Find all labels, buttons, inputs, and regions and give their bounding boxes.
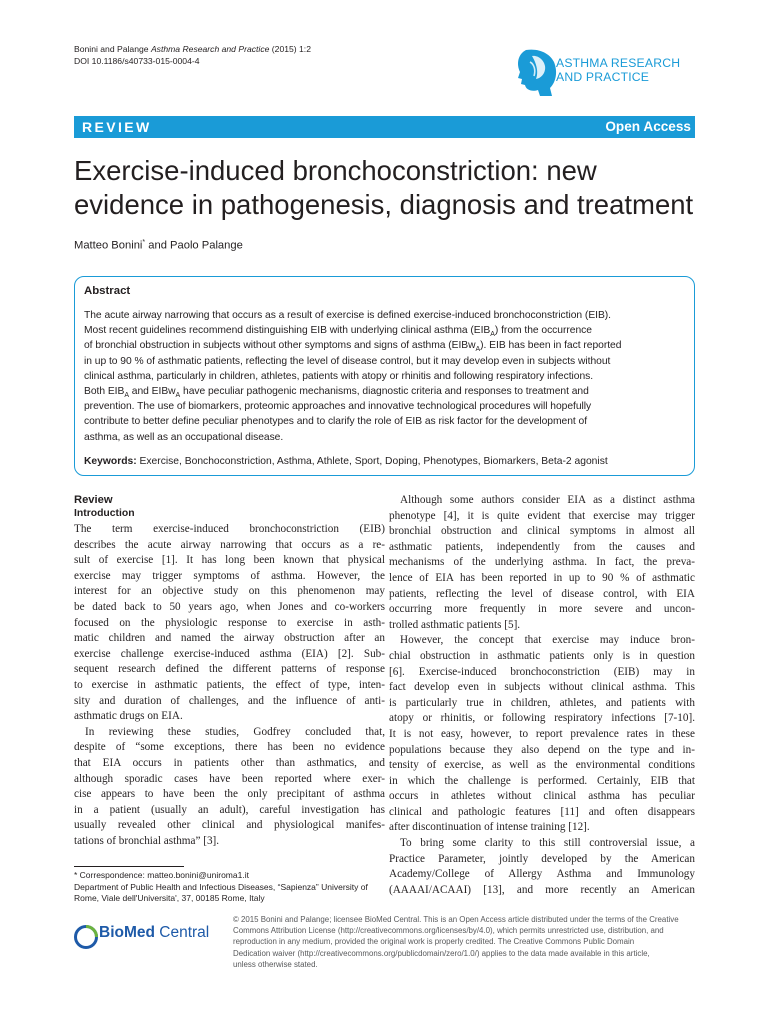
- text-line: phenotype [4], it is quite evident that exercise may trigger: [389, 509, 695, 522]
- abstract-text: [84, 308, 688, 445]
- abstract-fragment: have peculiar pathogenic mechanisms, diagnostic criteria and responses to treatment and: [180, 386, 589, 398]
- text-line: is particularly true in children, athletes, and patients with: [389, 696, 695, 709]
- text-line: exercise challenge exercise-induced asthma (EIA) [2]. Sub-: [74, 647, 385, 660]
- journal-name: [556, 56, 680, 84]
- text-line: lence of EIA has been reported in up to 90 % of asthmatic: [389, 571, 695, 584]
- text-line: To bring some clarity to this still controversial issue, a: [400, 837, 695, 850]
- abstract-fragment: ) from the occurrence: [494, 325, 592, 337]
- text-line: patients, reflecting the level of disease control, with EIA: [389, 587, 695, 600]
- journal-name-line2: AND PRACTICE: [556, 70, 650, 84]
- affiliation-line: Department of Public Health and Infectious Diseases, “Sapienza” University of: [74, 881, 368, 892]
- footnote: [74, 870, 390, 905]
- text-line: sity and duration of challenges, and the influence of anti-: [74, 694, 385, 707]
- author-list: [74, 236, 243, 253]
- abstract-fragment: Most recent guidelines recommend distinguishing EIB with underlying clinical asthma (EIB: [84, 325, 491, 337]
- text-line: tensity of exercise, as well as the environmental conditions: [389, 759, 695, 772]
- text-line: In reviewing these studies, Godfrey concluded that,: [85, 725, 385, 738]
- text-line: Academy/College of Allergy Asthma and Immunology: [389, 868, 695, 881]
- abstract-line: asthma, as well as an occupational disease.: [84, 431, 284, 443]
- text-line: asthmatic patients, independently from the causes and: [389, 540, 695, 553]
- license-line: Commons Attribution License (http://creativecommons.org/licenses/by/4.0), which permits unrestricted use, distribution, and: [233, 926, 664, 936]
- text-line: after discontinuation of intense training [12].: [389, 821, 590, 834]
- text-line: usually revealed other clinical and physiological manifes-: [74, 819, 385, 832]
- abstract-fragment: and EIBw: [128, 386, 176, 398]
- text-line: bronchial obstruction and clinical symptoms in almost all: [389, 525, 695, 538]
- text-line: asthmatic drugs on EIA.: [74, 710, 183, 723]
- body-column-right: [389, 493, 695, 898]
- wordmark-rest: Central: [154, 924, 210, 941]
- abstract-subscript: A: [490, 331, 495, 339]
- open-access-label[interactable]: Open Access: [605, 119, 691, 134]
- text-line: occurs in athletes without clinical asthma has peculiar: [389, 790, 695, 803]
- text-line: be dated back to 50 years ago, when Jones and co-workers: [74, 600, 385, 613]
- text-line: mechanisms of the underlying asthma. In fact, the preva-: [389, 556, 695, 569]
- text-line: populations because they also depend on the type and in-: [389, 743, 695, 756]
- license-line: reproduction in any medium, provided the original work is properly credited. The Creative Commons Public Domain: [233, 937, 635, 947]
- text-line: However, the concept that exercise may induce bron-: [400, 634, 695, 647]
- article-type-label: REVIEW: [82, 119, 152, 135]
- text-line: Although some authors consider EIA as a distinct asthma: [400, 494, 695, 506]
- citation: [74, 43, 311, 67]
- citation-doi[interactable]: DOI 10.1186/s40733-015-0004-4: [74, 56, 200, 66]
- text-line: in a patient (usually an adult), careful investigation has: [74, 803, 385, 816]
- abstract-fragment: Both EIB: [84, 386, 125, 398]
- footnote-rule: [74, 866, 184, 867]
- license-statement: [233, 914, 703, 970]
- text-line: matic children and named the airway obstruction after an: [74, 632, 385, 645]
- abstract-fragment: ). EIB has been in fact reported: [480, 340, 622, 352]
- license-line: unless otherwise stated.: [233, 959, 318, 969]
- body-text: [74, 522, 385, 849]
- keywords: [84, 455, 688, 469]
- text-line: trolled asthmatic patients [5].: [389, 618, 521, 631]
- wordmark-bold: BioMed: [99, 924, 155, 941]
- title-line: Exercise-induced bronchoconstriction: new: [74, 155, 597, 186]
- corresponding-mark: *: [142, 239, 146, 246]
- text-line: It is not easy, however, to report prevalence rates in these: [389, 727, 695, 740]
- body-text: [389, 493, 695, 898]
- citation-journal[interactable]: Asthma Research and Practice: [150, 44, 270, 54]
- text-line: The term exercise-induced bronchoconstriction (EIB): [74, 523, 385, 535]
- article-type-banner: [74, 116, 695, 138]
- text-line: in which the challenge is performed. Certainly, EIB that: [389, 774, 695, 787]
- abstract-line: in up to 90 % of asthmatic patients, reflecting the level of disease control, but it may develop even in subjects without: [84, 355, 611, 367]
- author-name[interactable]: Matteo Bonini: [74, 239, 143, 252]
- biomed-central-wordmark: [99, 923, 209, 943]
- text-line: that EIA occurs in patients other than asthmatics, and: [74, 756, 385, 769]
- abstract-fragment: of bronchial obstruction in subjects without other symptoms and signs of asthma (EIBw: [84, 340, 476, 352]
- keywords-label: Keywords:: [84, 456, 137, 467]
- text-line: focused on the physiologic response to exercise in asth-: [74, 616, 385, 629]
- abstract-subscript: A: [124, 392, 129, 400]
- text-line: Practice Parameter, jointly developed by the American: [389, 852, 695, 865]
- text-line: fact develop even in subjects without clinical asthma. This: [389, 681, 695, 694]
- text-line: atopy or rhinitis, or following respiratory infections [7-10].: [389, 712, 695, 725]
- text-line: sequent research defined the different patterns of response: [74, 663, 385, 676]
- abstract-line: prevention. The use of biomarkers, proteomic approaches and innovative technological procedures will hopefully: [84, 401, 592, 413]
- journal-name-line1: ASTHMA RESEARCH: [556, 56, 681, 70]
- keywords-list: Exercise, Bonchoconstriction, Asthma, Athlete, Sport, Doping, Phenotypes, Biomarkers, Beta-2 agonist: [136, 456, 608, 467]
- text-line: exercise may trigger symptoms of asthma. However, the: [74, 569, 385, 582]
- citation-line: [74, 43, 311, 55]
- title-line: evidence in pathogenesis, diagnosis and treatment: [74, 189, 694, 220]
- section-heading: Review: [74, 494, 113, 506]
- abstract-heading: Abstract: [84, 285, 131, 297]
- abstract-subscript: A: [175, 392, 181, 400]
- text-line: (AAAAI/ACAAI) [13], and more recently an American: [389, 883, 695, 896]
- citation-authors: Bonini and Palange: [74, 44, 149, 54]
- license-line: © 2015 Bonini and Palange; licensee BioMed Central. This is an Open Access article distributed under the terms of the Creative: [233, 915, 679, 924]
- citation-volume: (2015) 1:2: [271, 44, 311, 54]
- text-line: chial obstruction in asthmatic patients only is in question: [389, 649, 695, 662]
- text-line: tations of bronchial asthma” [3].: [74, 834, 220, 847]
- license-line: Dedication waiver (http://creativecommons.org/publicdomain/zero/1.0/) applies to the data made available in this article,: [233, 948, 650, 958]
- text-line: cise appears to have been the only precipitant of asthma: [74, 788, 385, 801]
- text-line: despite of “some exceptions, there has been no evidence: [74, 741, 385, 754]
- subsection-heading: Introduction: [74, 508, 135, 519]
- text-line: although sporadic cases have been reported where exer-: [74, 772, 385, 785]
- text-line: describes the acute airway narrowing that occurs as a re-: [74, 538, 385, 551]
- text-line: to exercise in asthmatic patients, the effect of type, inten-: [74, 678, 385, 691]
- abstract-subscript: A: [475, 346, 481, 354]
- text-line: interest for an objective study on this phenomenon may: [74, 585, 385, 598]
- text-line: sult of exercise [1]. It has long been known that physical: [74, 554, 385, 567]
- author-name[interactable]: and Paolo Palange: [145, 239, 243, 252]
- text-line: occurring more frequently in more severe and uncon-: [389, 603, 695, 616]
- article-title: [74, 154, 714, 222]
- text-line: [6]. Exercise-induced bronchoconstriction (EIB) may in: [389, 665, 695, 678]
- body-column-left: [74, 493, 385, 849]
- abstract-line: [84, 384, 688, 399]
- abstract-line: clinical asthma, particularly in children, athletes, patients with atopy or rhinitis and following respiratory infections.: [84, 370, 594, 382]
- abstract-line: [84, 338, 688, 353]
- text-line: clinical and pathologic features [11] and often disappears: [389, 805, 695, 818]
- correspondence-email[interactable]: * Correspondence: matteo.bonini@uniroma1.it: [74, 870, 249, 880]
- affiliation-line: Rome, Viale dell'Universita', 37, 00185 Rome, Italy: [74, 893, 265, 904]
- abstract-line: [84, 323, 688, 338]
- abstract-line: The acute airway narrowing that occurs as a result of exercise is defined exercise-induced bronchoconstriction (EIB).: [84, 310, 612, 321]
- abstract-line: contribute to better define peculiar phenotypes and to clarify the role of EIB as risk factor for the development of: [84, 416, 588, 428]
